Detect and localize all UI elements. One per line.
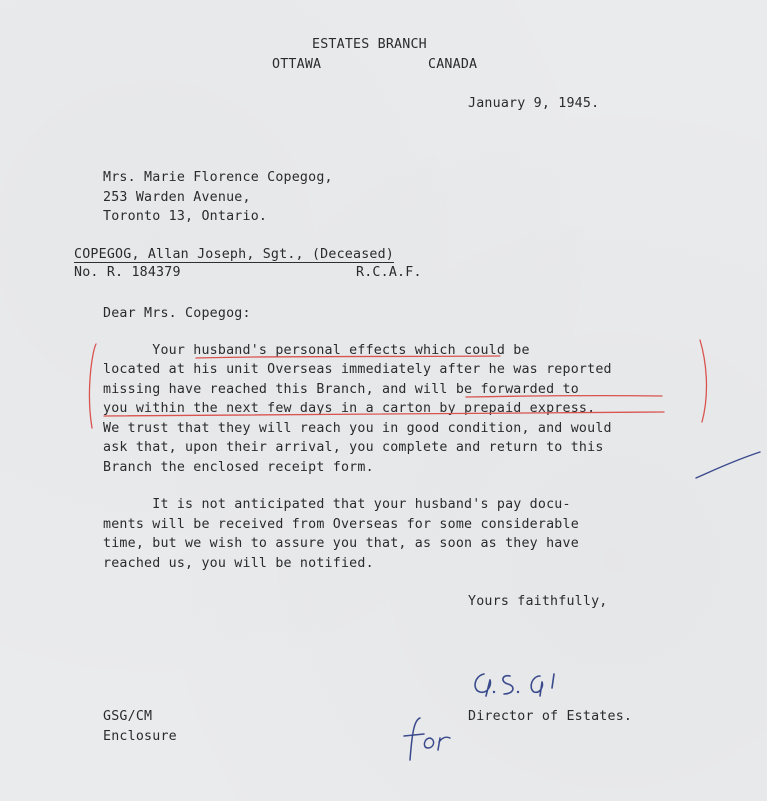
letterhead-country: CANADA xyxy=(428,57,478,72)
subject-number: No. R. 184379 xyxy=(74,265,181,280)
paragraph1-line: Branch the enclosed receipt form. xyxy=(103,460,374,475)
paragraph2-line: It is not anticipated that your husband's pay docu- xyxy=(103,497,571,512)
salutation: Dear Mrs. Copegog: xyxy=(103,306,251,321)
check-mark xyxy=(696,452,760,478)
paragraph2-line: time, but we wish to assure you that, as soon as they have xyxy=(103,536,579,551)
paragraph2-line: ments will be received from Overseas for some considerable xyxy=(103,517,579,532)
recipient-city: Toronto 13, Ontario. xyxy=(103,209,268,224)
red-bracket-right xyxy=(700,340,706,422)
paragraph2-line: reached us, you will be notified. xyxy=(103,556,374,571)
letterhead-city: OTTAWA xyxy=(272,57,322,72)
paragraph1-line: Your husband's personal effects which could be xyxy=(103,343,530,358)
reference-initials: GSG/CM xyxy=(103,709,153,724)
red-bracket-left xyxy=(89,344,96,428)
paragraph1-line: We trust that they will reach you in good condition, and would xyxy=(103,421,612,436)
paragraph1-line: located at his unit Overseas immediately after he was reported xyxy=(103,362,612,377)
subject-line: COPEGOG, Allan Joseph, Sgt., (Deceased) xyxy=(74,247,395,262)
letter-date: January 9, 1945. xyxy=(468,96,600,111)
recipient-name: Mrs. Marie Florence Copegog, xyxy=(103,170,333,185)
paragraph1-line: missing have reached this Branch, and will be forwarded to xyxy=(103,382,579,397)
enclosure-note: Enclosure xyxy=(103,729,177,744)
closing: Yours faithfully, xyxy=(468,594,608,609)
handwritten-signature xyxy=(470,666,580,706)
paragraph1-line: you within the next few days in a carton by prepaid express. xyxy=(103,401,596,416)
signatory-title: Director of Estates. xyxy=(468,709,633,724)
subject-service: R.C.A.F. xyxy=(356,265,422,280)
letterhead-branch: ESTATES BRANCH xyxy=(312,37,427,52)
paragraph1-line: ask that, upon their arrival, you complete and return to this xyxy=(103,440,604,455)
handwritten-for xyxy=(402,714,462,764)
recipient-street: 253 Warden Avenue, xyxy=(103,190,251,205)
